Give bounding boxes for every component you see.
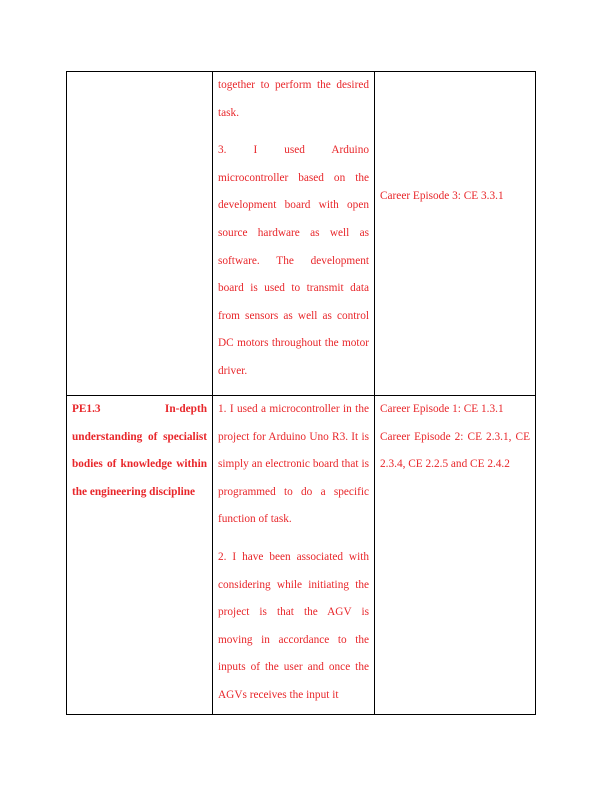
table-cell-criterion [67, 72, 213, 396]
table-cell-criterion [67, 396, 213, 715]
description-paragraph: together to perform the desired task. [218, 79, 369, 119]
table-cell-description [213, 396, 375, 715]
description-paragraph: 2. I have been associated with considering while initiating the project is that the AGV is moving in accordance to the inputs of the user and once the AGVs receives the input it [218, 550, 369, 701]
table-cell-reference [375, 396, 536, 715]
competency-table [66, 71, 536, 715]
career-episode-reference: Career Episode 1: CE 1.3.1 [380, 403, 504, 415]
criterion-text: PE1.3 In-depth understanding of specialist bodies of knowledge within the engineering discipline [72, 403, 207, 498]
description-paragraph: 1. I used a microcontroller in the project for Arduino Uno R3. It is simply an electronic board that is programmed to do a specific function of task. [218, 403, 369, 526]
table-row [67, 72, 536, 396]
table-cell-reference [375, 72, 536, 396]
table-row [67, 396, 536, 715]
career-episode-reference: Career Episode 2: CE 2.3.1, CE 2.3.4, CE 2.2.5 and CE 2.4.2 [380, 430, 530, 471]
description-paragraph: 3. I used Arduino microcontroller based on the development board with open source hardware as well as software. The development board is used to transmit data from sensors as well as control DC motors throughout the motor driver. [218, 144, 369, 377]
table-cell-description [213, 72, 375, 396]
career-episode-reference: Career Episode 3: CE 3.3.1 [380, 190, 504, 202]
